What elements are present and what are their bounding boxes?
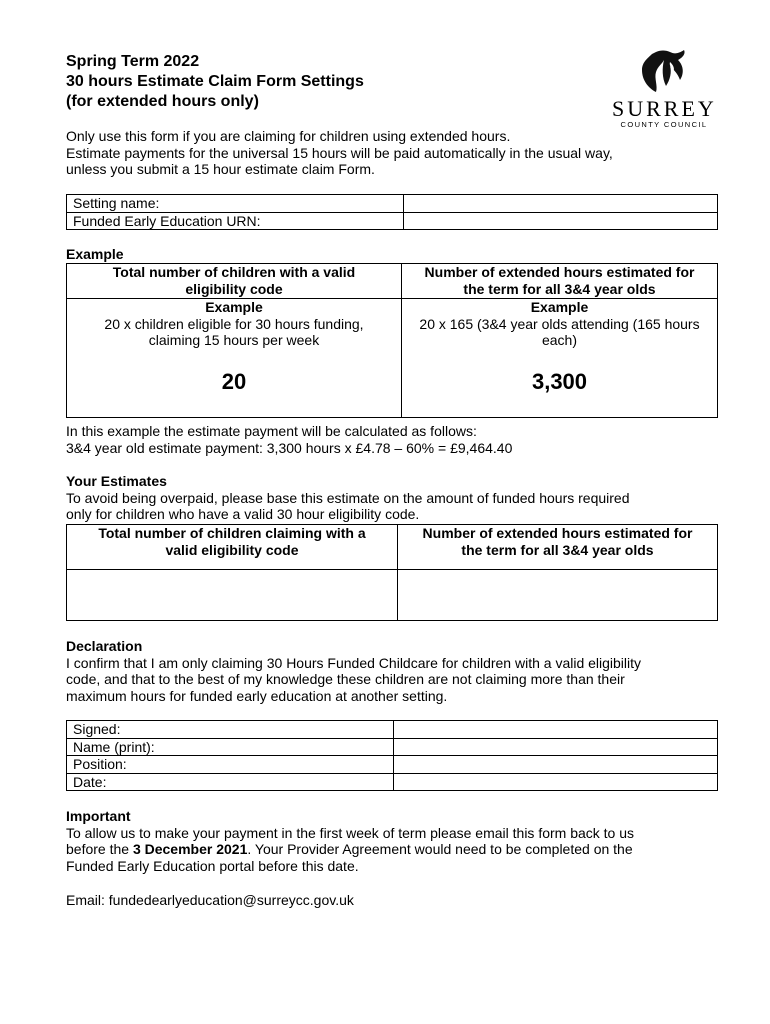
- position-label: Position:: [67, 756, 394, 774]
- signature-table: [66, 720, 718, 791]
- intro-text: [66, 128, 613, 178]
- calc-line-2: 3&4 year old estimate payment: 3,300 hours x £4.78 – 60% = £9,464.40: [66, 439, 513, 456]
- estimates-col1-header-l1: Total number of children claiming with a: [98, 525, 366, 541]
- example-col2-header: [402, 264, 718, 299]
- declaration-line-1: I confirm that I am only claiming 30 Hours Funded Childcare for children with a valid eligibility: [66, 654, 642, 671]
- important-line-2-pre: before the: [66, 841, 133, 857]
- date-label: Date:: [67, 773, 394, 791]
- example-col1-header-l2: eligibility code: [185, 280, 283, 297]
- declaration-section: [66, 638, 641, 704]
- estimates-section: [66, 473, 629, 523]
- contact-email[interactable]: Email: fundedearlyeducation@surreycc.gov.uk: [66, 892, 354, 908]
- logo-subtitle: COUNTY COUNCIL: [620, 120, 708, 129]
- example-col2-label: Example: [530, 299, 589, 315]
- signed-label: Signed:: [67, 721, 394, 739]
- example-col1-header: [67, 264, 402, 299]
- setting-urn-field[interactable]: [404, 212, 718, 230]
- example-col2-body: [402, 299, 718, 418]
- declaration-line-3: maximum hours for funded early education at another setting.: [66, 687, 448, 704]
- example-heading: Example: [66, 246, 124, 262]
- example-col2-header-l2: the term for all 3&4 year olds: [463, 280, 656, 297]
- example-col2-text-l2: each): [541, 332, 578, 348]
- important-line-3: Funded Early Education portal before this date.: [66, 857, 359, 874]
- calc-line-1: In this example the estimate payment will be calculated as follows:: [66, 423, 477, 439]
- important-line-1: To allow us to make your payment in the first week of term please email this form back to us: [66, 824, 635, 841]
- name-field[interactable]: [394, 738, 718, 756]
- estimates-col2-header: [398, 525, 718, 570]
- intro-line-3: unless you submit a 15 hour estimate claim Form.: [66, 161, 375, 177]
- form-title: [66, 52, 364, 112]
- estimates-hours-field[interactable]: [398, 570, 718, 621]
- estimates-col2-header-l1: Number of extended hours estimated for: [422, 525, 693, 541]
- setting-table: [66, 194, 718, 230]
- important-line-2: [66, 841, 634, 858]
- example-header-row: [67, 264, 718, 299]
- example-col1-text-l2: claiming 15 hours per week: [148, 332, 320, 348]
- example-col1-header-l1: Total number of children with a valid: [112, 264, 356, 280]
- example-table: [66, 263, 718, 418]
- estimates-table: [66, 524, 718, 621]
- position-field[interactable]: [394, 756, 718, 774]
- setting-name-field[interactable]: [404, 195, 718, 213]
- example-col1-text-l1: 20 x children eligible for 30 hours funding,: [104, 315, 364, 332]
- estimates-children-field[interactable]: [67, 570, 398, 621]
- surrey-logo: [612, 48, 716, 132]
- setting-urn-row: [67, 212, 718, 230]
- estimates-line-1: To avoid being overpaid, please base this estimate on the amount of funded hours required: [66, 489, 630, 506]
- estimates-col2-header-l2: the term for all 3&4 year olds: [461, 541, 654, 558]
- example-body-row: [67, 299, 718, 418]
- estimates-input-row: [67, 570, 718, 621]
- stag-icon: [612, 48, 716, 98]
- example-col1-label: Example: [205, 299, 263, 315]
- estimates-line-2: only for children who have a valid 30 hour eligibility code.: [66, 506, 420, 522]
- position-row: [67, 756, 718, 774]
- important-line-2-post: . Your Provider Agreement would need to be completed on the: [247, 841, 633, 857]
- title-line-2: 30 hours Estimate Claim Form Settings: [66, 73, 364, 90]
- important-section: [66, 808, 634, 874]
- title-line-3: (for extended hours only): [66, 93, 259, 110]
- name-label: Name (print):: [67, 738, 394, 756]
- declaration-heading: Declaration: [66, 638, 143, 654]
- example-col2-header-l1: Number of extended hours estimated for: [424, 264, 695, 280]
- setting-name-row: [67, 195, 718, 213]
- intro-line-2: Estimate payments for the universal 15 hours will be paid automatically in the usual way,: [66, 144, 613, 161]
- estimates-header-row: [67, 525, 718, 570]
- logo-wordmark: SURREY: [612, 96, 717, 121]
- signed-row: [67, 721, 718, 739]
- setting-name-label: Setting name:: [67, 195, 404, 213]
- estimates-col1-header-l2: valid eligibility code: [165, 541, 299, 558]
- name-row: [67, 738, 718, 756]
- signed-field[interactable]: [394, 721, 718, 739]
- intro-line-1: Only use this form if you are claiming for children using extended hours.: [66, 128, 511, 144]
- important-heading: Important: [66, 808, 131, 824]
- declaration-line-2: code, and that to the best of my knowledge these children are not claiming more than their: [66, 671, 625, 687]
- estimates-col1-header: [67, 525, 398, 570]
- setting-urn-label: Funded Early Education URN:: [67, 212, 404, 230]
- important-deadline: 3 December 2021: [132, 841, 248, 857]
- estimates-heading: Your Estimates: [66, 473, 167, 489]
- example-col1-body: [67, 299, 402, 418]
- title-line-1: Spring Term 2022: [66, 53, 200, 70]
- example-col2-value: 3,300: [531, 368, 588, 394]
- example-calculation: [66, 423, 512, 456]
- example-col2-text-l1: 20 x 165 (3&4 year olds attending (165 hours: [419, 315, 700, 332]
- date-field[interactable]: [394, 773, 718, 791]
- date-row: [67, 773, 718, 791]
- example-col1-value: 20: [221, 368, 247, 394]
